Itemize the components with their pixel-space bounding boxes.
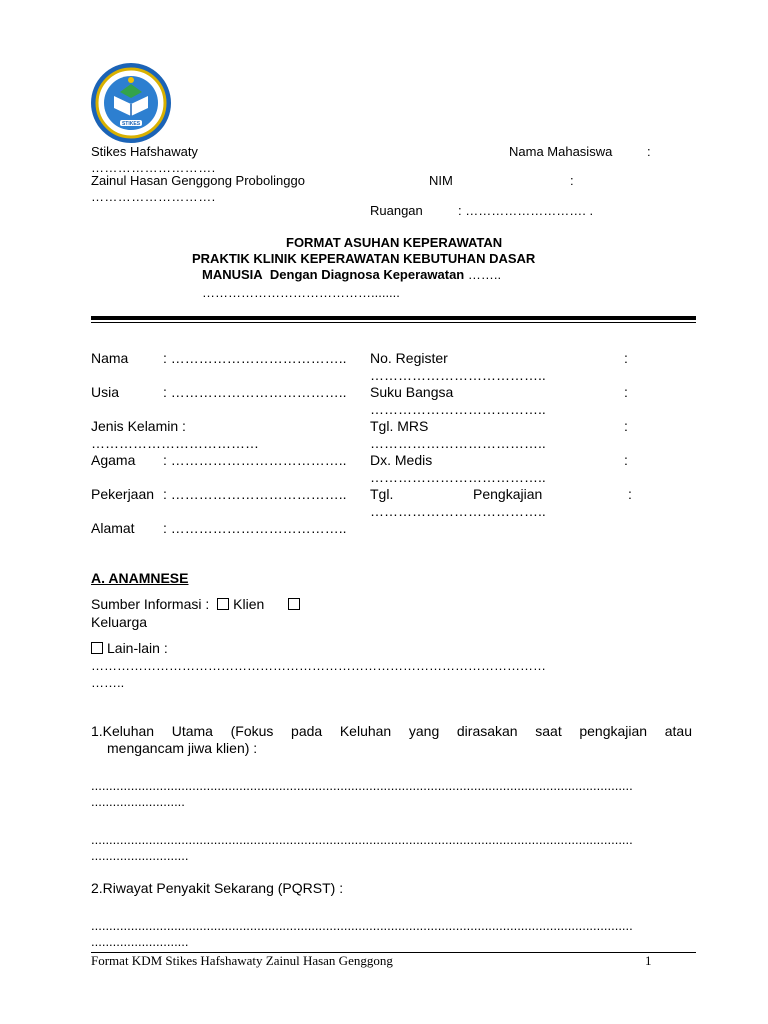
form-title-line3 <box>202 267 501 282</box>
usia-field: : ……………………………….. <box>163 384 347 400</box>
riwayat-penyakit-question: 2.Riwayat Penyakit Sekarang (PQRST) : <box>91 880 344 896</box>
alamat-label: Alamat <box>91 520 135 536</box>
lain-lain-label: Lain-lain : <box>107 640 168 656</box>
klien-option-label: Klien <box>233 596 265 612</box>
riwayat-penyakit-answer-line2: ........................... <box>91 934 189 949</box>
keluhan-utama-answer-line4: ........................... <box>91 848 189 863</box>
usia-label: Usia <box>91 384 120 400</box>
dx-medis-colon: : <box>624 452 628 468</box>
lain-lain-checkbox[interactable] <box>91 642 103 654</box>
pekerjaan-label: Pekerjaan <box>91 486 155 502</box>
pengkajian-field: ……………………………….. <box>370 503 546 519</box>
keluarga-option-label: Keluarga <box>91 614 148 630</box>
alamat-field: : ……………………………….. <box>163 520 347 536</box>
anamnese-heading: A. ANAMNESE <box>91 570 189 586</box>
title-manusia: MANUSIA <box>202 267 263 282</box>
room-value: : ………………………. . <box>458 203 594 218</box>
suku-bangsa-label: Suku Bangsa <box>370 384 454 400</box>
dx-medis-field: ……………………………….. <box>370 469 546 485</box>
jenis-kelamin-label: Jenis Kelamin : <box>91 418 186 434</box>
nama-field: : ……………………………….. <box>163 350 347 366</box>
nim-colon: : <box>570 173 574 188</box>
keluhan-utama-answer-line1: ...................................................................................................................................................... <box>91 778 633 793</box>
keluhan-utama-answer-line3: ...................................................................................................................................................... <box>91 832 633 847</box>
form-title-line1: FORMAT ASUHAN KEPERAWATAN <box>286 235 503 250</box>
klien-checkbox[interactable] <box>217 598 229 610</box>
tgl-mrs-field: ……………………………….. <box>370 435 546 451</box>
pengkajian-label: Pengkajian <box>473 486 543 502</box>
keluhan-utama-question-cont: mengancam jiwa klien) : <box>107 740 258 756</box>
form-title-line2: PRAKTIK KLINIK KEPERAWATAN KEBUTUHAN DASAR <box>192 251 536 266</box>
lain-lain-field-line1: …………………………………………………………………………………………… <box>91 658 546 673</box>
riwayat-penyakit-answer-line1: ...................................................................................................................................................... <box>91 918 633 933</box>
sumber-informasi-row <box>91 596 304 612</box>
tgl-mrs-colon: : <box>624 418 628 434</box>
keluhan-utama-question: 1.Keluhan Utama (Fokus pada Keluhan yang dirasakan saat pengkajian atau <box>91 723 692 739</box>
nama-label: Nama <box>91 350 129 366</box>
no-register-field: ……………………………….. <box>370 367 546 383</box>
nim-dots: ………………………. <box>91 189 216 204</box>
institution-line2: Zainul Hasan Genggong Probolinggo <box>91 173 305 188</box>
lain-lain-field-line2: …….. <box>91 675 125 690</box>
svg-text:STIKES: STIKES <box>121 121 141 127</box>
header-divider <box>91 316 696 320</box>
student-name-label: Nama Mahasiswa <box>509 144 613 159</box>
jenis-kelamin-field: ……………………………… <box>91 435 259 451</box>
agama-label: Agama <box>91 452 136 468</box>
student-name-dots: ………………………. <box>91 160 216 175</box>
no-register-label: No. Register <box>370 350 448 366</box>
dx-medis-label: Dx. Medis <box>370 452 433 468</box>
pengkajian-colon: : <box>628 486 632 502</box>
institution-logo <box>90 62 172 144</box>
pekerjaan-field: : ……………………………….. <box>163 486 347 502</box>
nim-label: NIM <box>429 173 453 188</box>
title-diagnosa-dots: …….. <box>467 267 502 282</box>
suku-bangsa-field: ……………………………….. <box>370 401 546 417</box>
keluhan-utama-answer-line2: .......................... <box>91 794 185 809</box>
sumber-informasi-label: Sumber Informasi : <box>91 596 210 612</box>
lain-lain-row <box>91 640 168 656</box>
student-name-colon: : <box>647 144 651 159</box>
institution-line1: Stikes Hafshawaty <box>91 144 198 159</box>
header-divider-thin <box>91 322 696 323</box>
footer-text: Format KDM Stikes Hafshawaty Zainul Hasan Genggong <box>91 953 393 968</box>
no-register-colon: : <box>624 350 628 366</box>
page-number: 1 <box>645 953 652 968</box>
suku-bangsa-colon: : <box>624 384 628 400</box>
form-title-line4: …………………………………........ <box>202 285 400 300</box>
agama-field: : ……………………………….. <box>163 452 347 468</box>
tgl-mrs-label: Tgl. MRS <box>370 418 429 434</box>
room-label: Ruangan <box>370 203 423 218</box>
tgl-label: Tgl. <box>370 486 394 502</box>
keluarga-checkbox[interactable] <box>288 598 300 610</box>
title-diagnosa: Dengan Diagnosa Keperawatan <box>269 267 465 282</box>
